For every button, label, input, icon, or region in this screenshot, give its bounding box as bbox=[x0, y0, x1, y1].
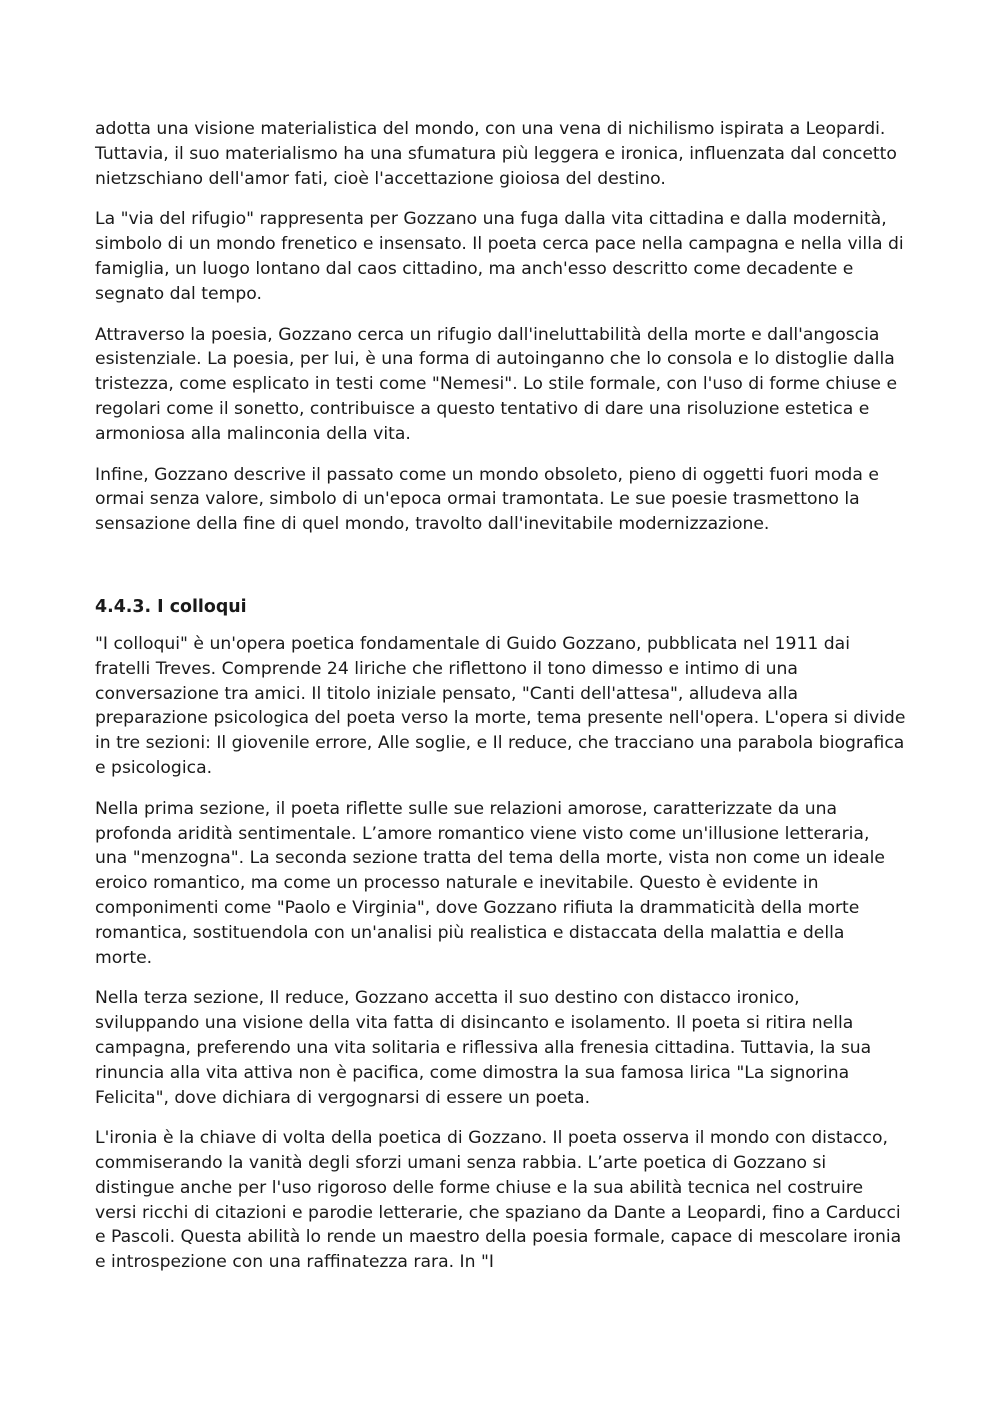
paragraph-colloqui-intro: "I colloqui" è un'opera poetica fondamentale di Guido Gozzano, pubblicata nel 1911 dai fratelli Treves. Comprende 24 liriche che riflettono il tono dimesso e intimo di una conversazione tra amici. Il titolo iniziale pensato, "Canti dell'attesa", alludeva alla preparazione psicologica del poeta verso la morte, tema presente nell'opera. L'opera si divide in tre sezioni: Il giovenile errore, Alle soglie, e Il reduce, che tracciano una parabola biografica e psicologica. bbox=[95, 633, 906, 778]
paragraph-first-second-section: Nella prima sezione, il poeta riflette sulle sue relazioni amorose, caratterizzate da una profonda aridità sentimentale. L’amore romantico viene visto come un'illusione letteraria, una "menzogna". La seconda sezione tratta del tema della morte, vista non come un ideale eroico romantico, ma come un processo naturale e inevitabile. Questo è evidente in componimenti come "Paolo e Virginia", dove Gozzano rifiuta la drammaticità della morte romantica, sostituendola con un'analisi più realistica e distaccata della malattia e della morte. bbox=[95, 798, 885, 968]
paragraph-obsolete-past: Infine, Gozzano descrive il passato come un mondo obsoleto, pieno di oggetti fuori moda e ormai senza valore, simbolo di un'epoca ormai tramontata. Le sue poesie trasmettono la sensazione della fine di quel mondo, travolto dall'inevitabile modernizzazione. bbox=[95, 464, 879, 535]
document-page bbox=[95, 117, 907, 1291]
paragraph-via-del-rifugio: La "via del rifugio" rappresenta per Gozzano una fuga dalla vita cittadina e dalla modernità, simbolo di un mondo frenetico e insensato. Il poeta cerca pace nella campagna e nella villa di famiglia, un luogo lontano dal caos cittadino, ma anch'esso descritto come decadente e segnato dal tempo. bbox=[95, 209, 904, 304]
paragraph-irony: L'ironia è la chiave di volta della poetica di Gozzano. Il poeta osserva il mondo con distacco, commiserando la vanità degli sforzi umani senza rabbia. L’arte poetica di Gozzano si distingue anche per l'uso rigoroso delle forme chiuse e la sua abilità tecnica nel costruire versi ricchi di citazioni e parodie letterarie, che spaziano da Dante a Leopardi, fino a Carducci e Pascoli. Questa abilità lo rende un maestro della poesia formale, capace di mescolare ironia e introspezione con una raffinatezza rara. In "I bbox=[95, 1128, 902, 1273]
section-spacer bbox=[95, 553, 907, 595]
section-heading: 4.4.3. I colloqui bbox=[95, 596, 247, 617]
paragraph-materialism: adotta una visione materialistica del mondo, con una vena di nichilismo ispirata a Leopardi. Tuttavia, il suo materialismo ha una sfumatura più leggera e ironica, influenzata dal concetto nietzschiano dell'amor fati, cioè l'accettazione gioiosa del destino. bbox=[95, 119, 897, 189]
paragraph-poetry-refuge: Attraverso la poesia, Gozzano cerca un rifugio dall'ineluttabilità della morte e dall'angoscia esistenziale. La poesia, per lui, è una forma di autoinganno che lo consola e lo distoglie dalla tristezza, come esplicato in testi come "Nemesi". Lo stile formale, con l'uso di forme chiuse e regolari come il sonetto, contribuisce a questo tentativo di dare una risoluzione estetica e armoniosa alla malinconia della vita. bbox=[95, 324, 898, 444]
paragraph-third-section: Nella terza sezione, Il reduce, Gozzano accetta il suo destino con distacco ironico, sviluppando una visione della vita fatta di disincanto e isolamento. Il poeta si ritira nella campagna, preferendo una vita solitaria e riflessiva alla frenesia cittadina. Tuttavia, la sua rinuncia alla vita attiva non è pacifica, come dimostra la sua famosa lirica "La signorina Felicita", dove dichiara di vergognarsi di essere un poeta. bbox=[95, 988, 872, 1108]
